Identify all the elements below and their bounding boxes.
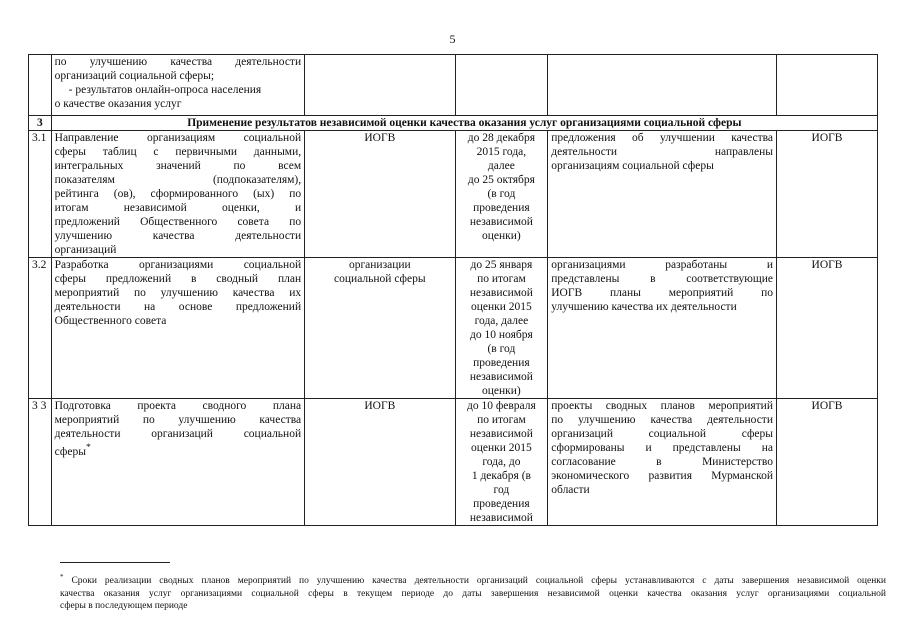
executor-line: организации [348, 259, 411, 271]
activity-line: предложений Общественного совета по [54, 216, 302, 228]
cell-responsible: ИОГВ [776, 399, 877, 526]
activity-line: мероприятий по улучшению качества их [54, 287, 302, 299]
activity-line: деятельности на основе предложений [54, 301, 302, 313]
table-row-continuation [29, 55, 878, 116]
activity-line-text: сферы [54, 445, 86, 458]
result-line: сформированы и представлены на [551, 442, 773, 454]
cell-activity [51, 399, 304, 526]
cell-num [29, 55, 52, 116]
cell-term [455, 399, 548, 526]
term-line: независимой [469, 287, 533, 299]
cell-executor [305, 258, 455, 399]
activity-line: рейтинга (ов), сформированного (ых) по [54, 188, 302, 200]
activity-line: итогам независимой оценки, и [54, 202, 302, 214]
term-line: (в год [487, 343, 516, 355]
term-line: независимой [469, 428, 533, 440]
term-line: оценки) [482, 385, 521, 397]
term-line: года, далее [474, 315, 529, 327]
table-row [29, 258, 878, 399]
term-line: (в год [487, 188, 516, 200]
term-line: до 25 октября [467, 174, 535, 186]
activity-line: Направление организациям социальной [54, 132, 302, 144]
footnote-mark: * [60, 573, 64, 581]
activity-line: о качестве оказания услуг [54, 98, 182, 110]
term-line: до 28 декабря [467, 132, 535, 144]
footnote-line-text: Сроки реализации сводных планов мероприятий по улучшению качества деятельности организаций социальной сферы устанавливаются с даты завершения независимой оценки [71, 576, 886, 587]
term-line: оценки) [482, 230, 521, 242]
section-title: Применение результатов независимой оценки качества оказания услуг организациями социальной сферы [51, 116, 877, 131]
activity-line: интегральных значений по всем [54, 160, 302, 172]
cell-activity [51, 55, 304, 116]
activity-line: мероприятий по улучшению качества [54, 414, 302, 426]
row-number: 3.1 [29, 131, 52, 258]
activity-line: организаций [54, 244, 117, 256]
cell-executor: ИОГВ [305, 399, 455, 526]
cell-activity [51, 131, 304, 258]
term-line: оценки 2015 [471, 301, 532, 313]
activity-line: организаций социальной сферы; [54, 70, 215, 82]
term-line: проведения [473, 498, 530, 510]
footnote-line: сферы в последующем периоде [60, 601, 188, 612]
term-line: оценки 2015 [471, 442, 532, 454]
footnote-mark: * [85, 442, 91, 453]
row-number: 3 3 [29, 399, 52, 526]
term-line: проведения [473, 357, 530, 369]
term-line: независимой [469, 371, 533, 383]
term-line: до 10 ноября [470, 329, 533, 341]
term-line: до 25 января [470, 259, 533, 271]
table-row [29, 131, 878, 258]
result-line: предложения об улучшении качества [551, 132, 773, 144]
cell-term [455, 55, 548, 116]
cell-responsible: ИОГВ [776, 131, 877, 258]
cell-result [548, 131, 777, 258]
term-line: независимой [469, 216, 533, 228]
result-line: улучшению качества их деятельности [551, 301, 737, 313]
result-line: по улучшению качества деятельности [551, 414, 773, 426]
result-line: представлены в соответствующие [551, 273, 773, 285]
footnote-line [60, 571, 886, 588]
result-line: проекты сводных планов мероприятий [551, 400, 773, 412]
footnote-line: качества оказания услуг организациями социальной сферы в текущем периоде до даты завершения независимой оценки качества оказания услуг организациями социальной [60, 588, 886, 599]
term-line: до 10 февраля [466, 400, 536, 412]
row-number: 3.2 [29, 258, 52, 399]
cell-executor: ИОГВ [305, 131, 455, 258]
term-line: 1 декабря (в [471, 470, 531, 482]
activity-line: Общественного совета [54, 315, 167, 327]
cell-activity [51, 258, 304, 399]
footnote-divider [60, 562, 170, 563]
cell-result [548, 399, 777, 526]
page-number: 5 [449, 32, 456, 46]
result-line: области [551, 484, 590, 496]
activity-line: показателям (подпоказателям), [54, 174, 302, 186]
term-line: 2015 года, [476, 146, 527, 158]
cell-responsible [776, 55, 877, 116]
activity-line: сферы предложений в сводный план [54, 273, 302, 285]
result-line: экономического развития Мурманской [551, 470, 773, 482]
footnote [60, 571, 886, 613]
cell-result [548, 258, 777, 399]
activity-line: по улучшению качества деятельности [54, 56, 302, 68]
term-line: по итогам [477, 273, 526, 285]
section-header-row [29, 116, 878, 131]
table-row [29, 399, 878, 526]
cell-term [455, 131, 548, 258]
result-line: организациям социальной сферы [551, 160, 714, 172]
result-line: организаций социальной сферы [551, 428, 773, 440]
term-line: проведения [473, 202, 530, 214]
activities-table [28, 54, 878, 526]
cell-term [455, 258, 548, 399]
term-line: независимой [469, 512, 533, 524]
activity-line: улучшению качества деятельности [54, 230, 302, 242]
activity-line: Разработка организациями социальной [54, 259, 302, 271]
activity-line: Подготовка проекта сводного плана [54, 400, 302, 412]
activity-line: - результатов онлайн-опроса населения [68, 84, 262, 96]
result-line: согласование в Министерство [551, 456, 773, 468]
result-line: деятельности направлены [551, 146, 773, 158]
activity-line [55, 441, 301, 459]
cell-result [548, 55, 777, 116]
executor-line: социальной сферы [334, 273, 426, 285]
cell-responsible: ИОГВ [776, 258, 877, 399]
activity-line: сферы таблиц с первичными данными, [54, 146, 302, 158]
term-line: год [493, 484, 510, 496]
activity-line: деятельности организаций социальной [54, 428, 302, 440]
section-number: 3 [29, 116, 52, 131]
cell-executor [305, 55, 455, 116]
term-line: года, до [482, 456, 521, 468]
result-line: организациями разработаны и [551, 259, 773, 271]
term-line: далее [487, 160, 515, 172]
result-line: ИОГВ планы мероприятий по [551, 287, 773, 299]
term-line: по итогам [477, 414, 526, 426]
